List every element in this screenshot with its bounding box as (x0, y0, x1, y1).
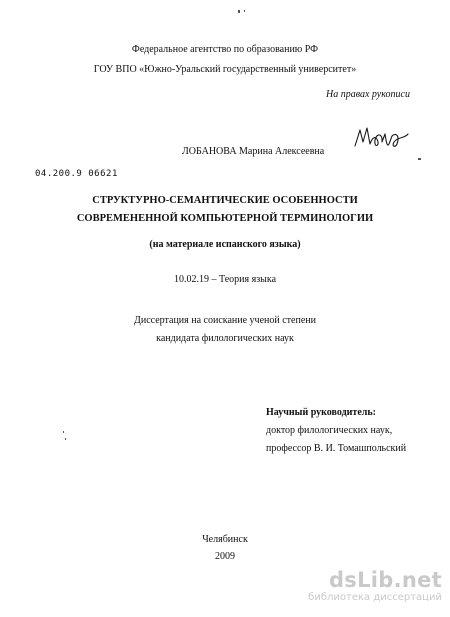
year: 2009 (215, 551, 235, 562)
signature (352, 122, 412, 156)
dissertation-line-1: Диссертация на соискание ученой степени (134, 315, 316, 326)
manuscript-note: На правах рукописи (326, 89, 410, 100)
author-name: ЛОБАНОВА Марина Алексеевна (182, 146, 325, 157)
scan-speck (244, 10, 245, 12)
title-line-1: СТРУКТУРНО-СЕМАНТИЧЕСКИЕ ОСОБЕННОСТИ (92, 195, 358, 206)
scan-speck (238, 10, 240, 13)
watermark-logo: dsLib.net (328, 568, 442, 592)
advisor-heading: Научный руководитель: (266, 407, 376, 418)
scan-speck (418, 158, 421, 160)
university-name: ГОУ ВПО «Южно-Уральский государственный университет» (93, 64, 357, 75)
specialty-code: 10.02.19 – Теория языка (173, 274, 277, 285)
dissertation-line-2: кандидата филологических наук (156, 333, 294, 344)
scan-speck (65, 438, 66, 440)
title-line-2: СОВРЕМЕНЕННОЙ КОМПЬЮТЕРНОЙ ТЕРМИНОЛОГИИ (76, 213, 374, 224)
advisor-name: профессор В. И. Томашпольский (266, 443, 407, 454)
agency-name: Федеральное агентство по образованию РФ (131, 44, 319, 55)
watermark-caption: библиотека диссертаций (308, 592, 442, 603)
title-subtitle: (на материале испанского языка) (149, 239, 301, 250)
advisor-degree: доктор филологических наук, (266, 425, 393, 436)
scan-speck (63, 431, 64, 433)
watermark (302, 569, 442, 604)
archive-stamp: 04.200.9 06621 (35, 169, 118, 179)
city: Челябинск (202, 534, 248, 545)
